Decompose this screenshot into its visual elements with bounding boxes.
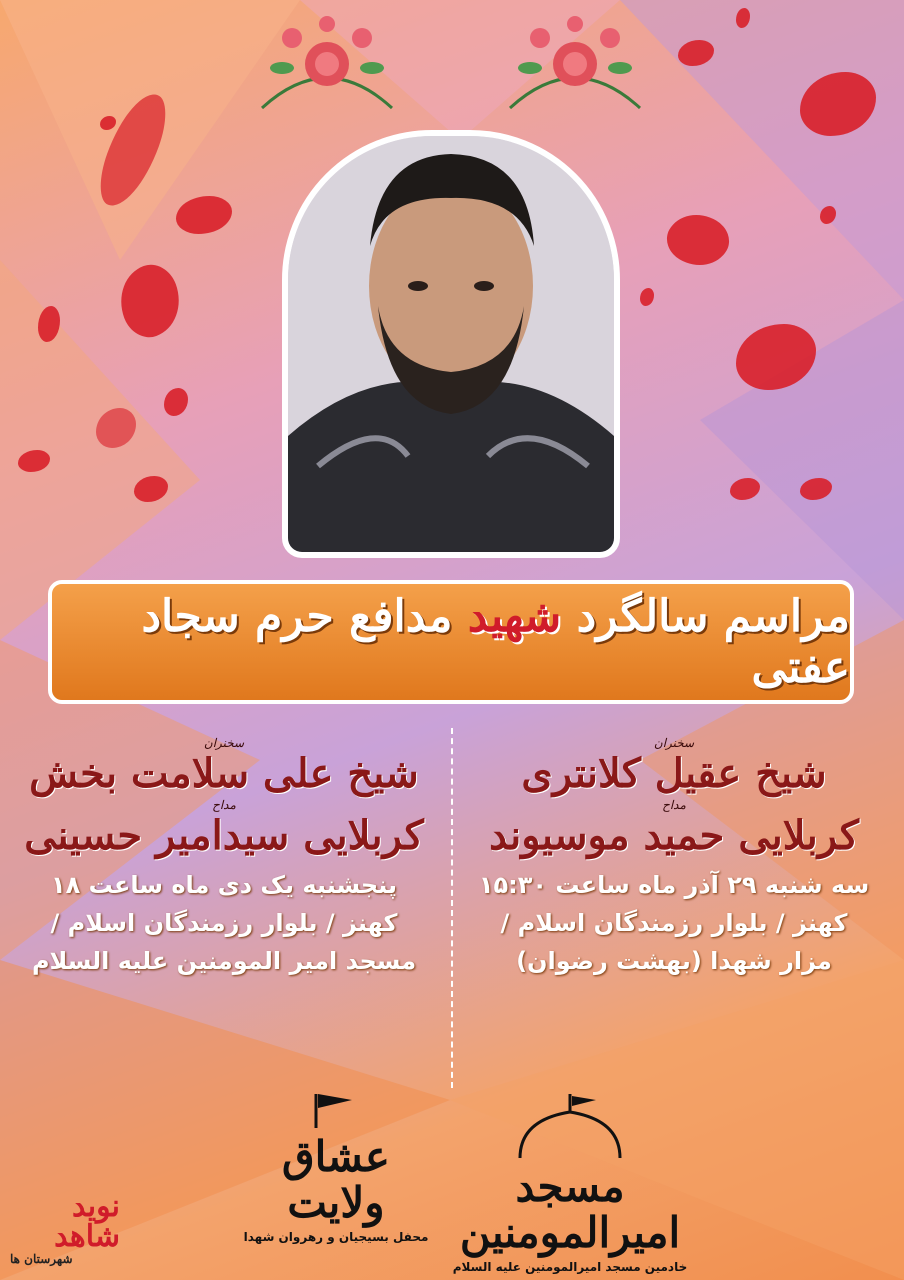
mosque-logo: [450, 1090, 690, 1274]
ceremony-right-column: [464, 736, 884, 980]
watermark-main: نوید شاهد: [54, 1189, 120, 1254]
date-time: سه شنبه ۲۹ آذر ماه ساعت ۱۵:۳۰: [478, 871, 870, 899]
mosque-dome-icon: [510, 1090, 630, 1160]
title-part-1: مراسم سالگرد: [561, 591, 850, 642]
speaker-role-label: سخنران: [653, 736, 695, 750]
speaker-role-label: سخنران: [203, 736, 245, 750]
eulogist-role-label: مداح: [662, 798, 686, 812]
basij-logo-caption: محفل بسیجیان و رهروان شهدا: [243, 1230, 429, 1244]
event-title-banner: [48, 580, 854, 704]
portrait-frame: [282, 130, 620, 558]
speaker-name: شیخ علی سلامت بخش: [29, 750, 419, 797]
column-divider: [451, 728, 455, 1088]
ceremony-left-column: [14, 736, 434, 980]
address-line-1: کهنز / بلوار رزمندگان اسلام /: [500, 909, 848, 937]
address-line-2: مزار شهدا (بهشت رضوان): [516, 947, 832, 975]
basij-logo: [236, 1090, 436, 1244]
address-line-1: کهنز / بلوار رزمندگان اسلام /: [50, 909, 398, 937]
date-time: پنجشنبه یک دی ماه ساعت ۱۸: [50, 871, 398, 899]
address-line-2: مسجد امیر المومنین علیه السلام: [31, 947, 417, 975]
navid-shahed-watermark: [10, 1189, 120, 1266]
title-part-2: مدافع حرم سجاد عفتی: [141, 591, 850, 693]
flag-icon: [306, 1090, 366, 1130]
speaker-name: شیخ عقیل کلانتری: [521, 750, 827, 797]
mosque-logo-caption: خادمین مسجد امیرالمومنین علیه السلام: [452, 1260, 688, 1274]
eulogist-role-label: مداح: [212, 798, 236, 812]
mosque-logo-calligraphy: مسجد امیرالمومنین: [459, 1162, 681, 1257]
title-highlight: شهید: [467, 591, 562, 642]
flower-ornament-right: [500, 8, 650, 120]
basij-logo-calligraphy: عشاق ولایت: [282, 1132, 390, 1227]
eulogist-name: کربلایی سیدامیر حسینی: [24, 812, 424, 859]
watermark-sub: شهرستان ها: [10, 1252, 73, 1266]
eulogist-name: کربلایی حمید موسیوند: [489, 812, 859, 859]
portrait-photo: [288, 136, 614, 552]
flower-ornament-left: [252, 8, 402, 120]
event-title: [52, 591, 850, 693]
